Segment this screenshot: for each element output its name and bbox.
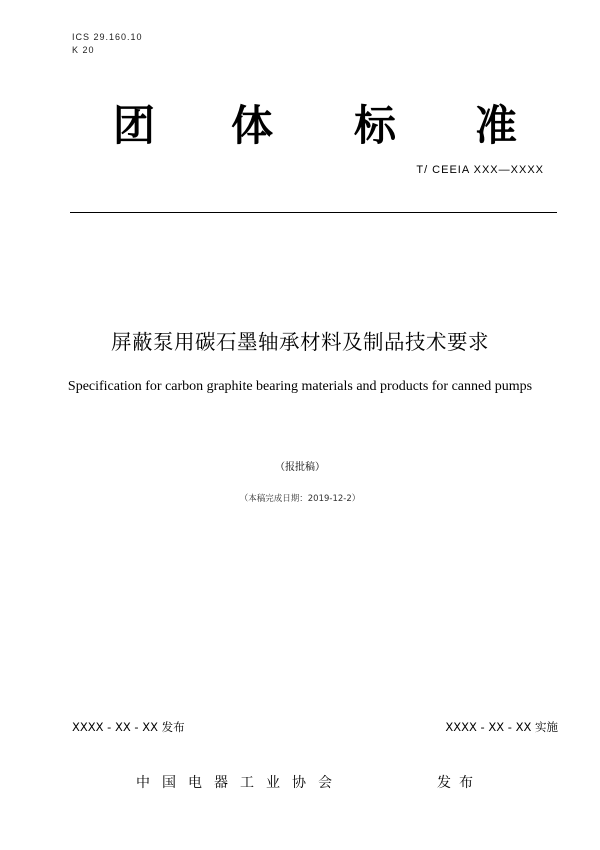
implement-date: XXXX - XX - XX 实施 (445, 720, 558, 734)
draft-stage: （报批稿） (275, 462, 325, 473)
draft-completion-date: （本稿完成日期：2019-12-2） (239, 494, 361, 504)
standard-number: T/ CEEIA XXX—XXXX (416, 164, 544, 176)
category-char-3: 标 (354, 101, 397, 150)
document-title-english: Specification for carbon graphite bearing materials and products for canned pumps (67, 379, 533, 394)
category-char-2: 体 (231, 101, 274, 150)
publish-date: XXXX - XX - XX 发布 (72, 720, 185, 734)
category-char-1: 团 (113, 101, 156, 150)
standard-category-title (0, 100, 600, 160)
ics-code: ICS 29.160.10 (72, 32, 143, 42)
issuing-organization: 中国电器工业协会 (136, 775, 344, 791)
release-label: 发布 (437, 775, 481, 791)
document-title-chinese: 屏蔽泵用碳石墨轴承材料及制品技术要求 (111, 330, 489, 354)
ccs-code: K 20 (72, 45, 95, 55)
header-divider (70, 212, 557, 213)
category-char-4: 准 (475, 101, 518, 150)
